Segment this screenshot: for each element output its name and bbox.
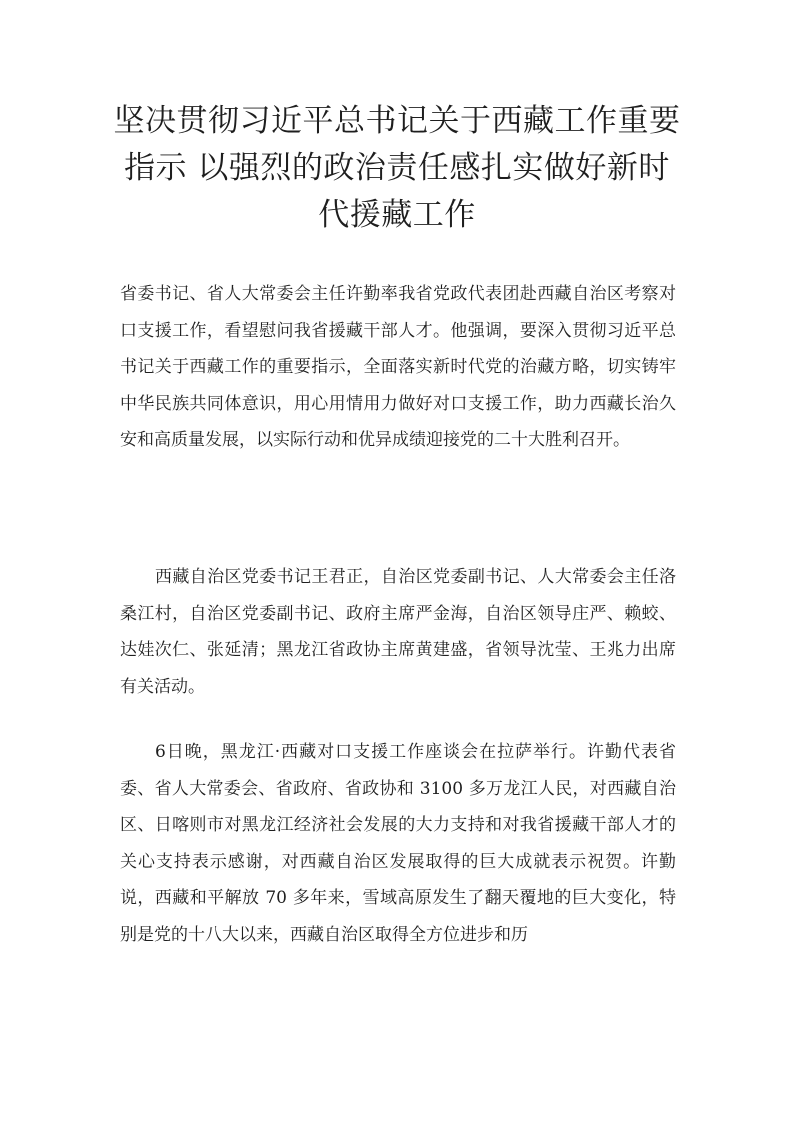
document-title: 坚决贯彻习近平总书记关于西藏工作重要指示 以强烈的政治责任感扎实做好新时代援藏工作 bbox=[113, 103, 681, 233]
paragraph-2: 西藏自治区党委书记王君正，自治区党委副书记、人大常委会主任洛桑江村，自治区党委副书记、政府主席严金海，自治区领导庄严、赖蛟、达娃次仁、张延清；黑龙江省政协主席黄建盛，省领导沈莹、王兆力出席有关活动。 bbox=[120, 567, 676, 697]
paragraph-1: 省委书记、省人大常委会主任许勤率我省党政代表团赴西藏自治区考察对口支援工作，看望慰问我省援藏干部人才。他强调，要深入贯彻习近平总书记关于西藏工作的重要指示，全面落实新时代党的治藏方略，切实铸牢中华民族共同体意识，用心用情用力做好对口支援工作，助力西藏长治久安和高质量发展，以实际行动和优异成绩迎接党的二十大胜利召开。 bbox=[120, 284, 676, 450]
paragraph-3: 6日晚，黑龙江·西藏对口支援工作座谈会在拉萨举行。许勤代表省委、省人大常委会、省政府、省政协和 3100 多万龙江人民，对西藏自治区、日喀则市对黑龙江经济社会发展的大力支持和对我省援藏干部人才的关心支持表示感谢，对西藏自治区发展取得的巨大成就表示祝贺。许勤说，西藏和平解放 70 多年来，雪域高原发生了翻天覆地的巨大变化，特别是党的十八大以来，西藏自治区取得全方位进步和历 bbox=[120, 742, 676, 945]
